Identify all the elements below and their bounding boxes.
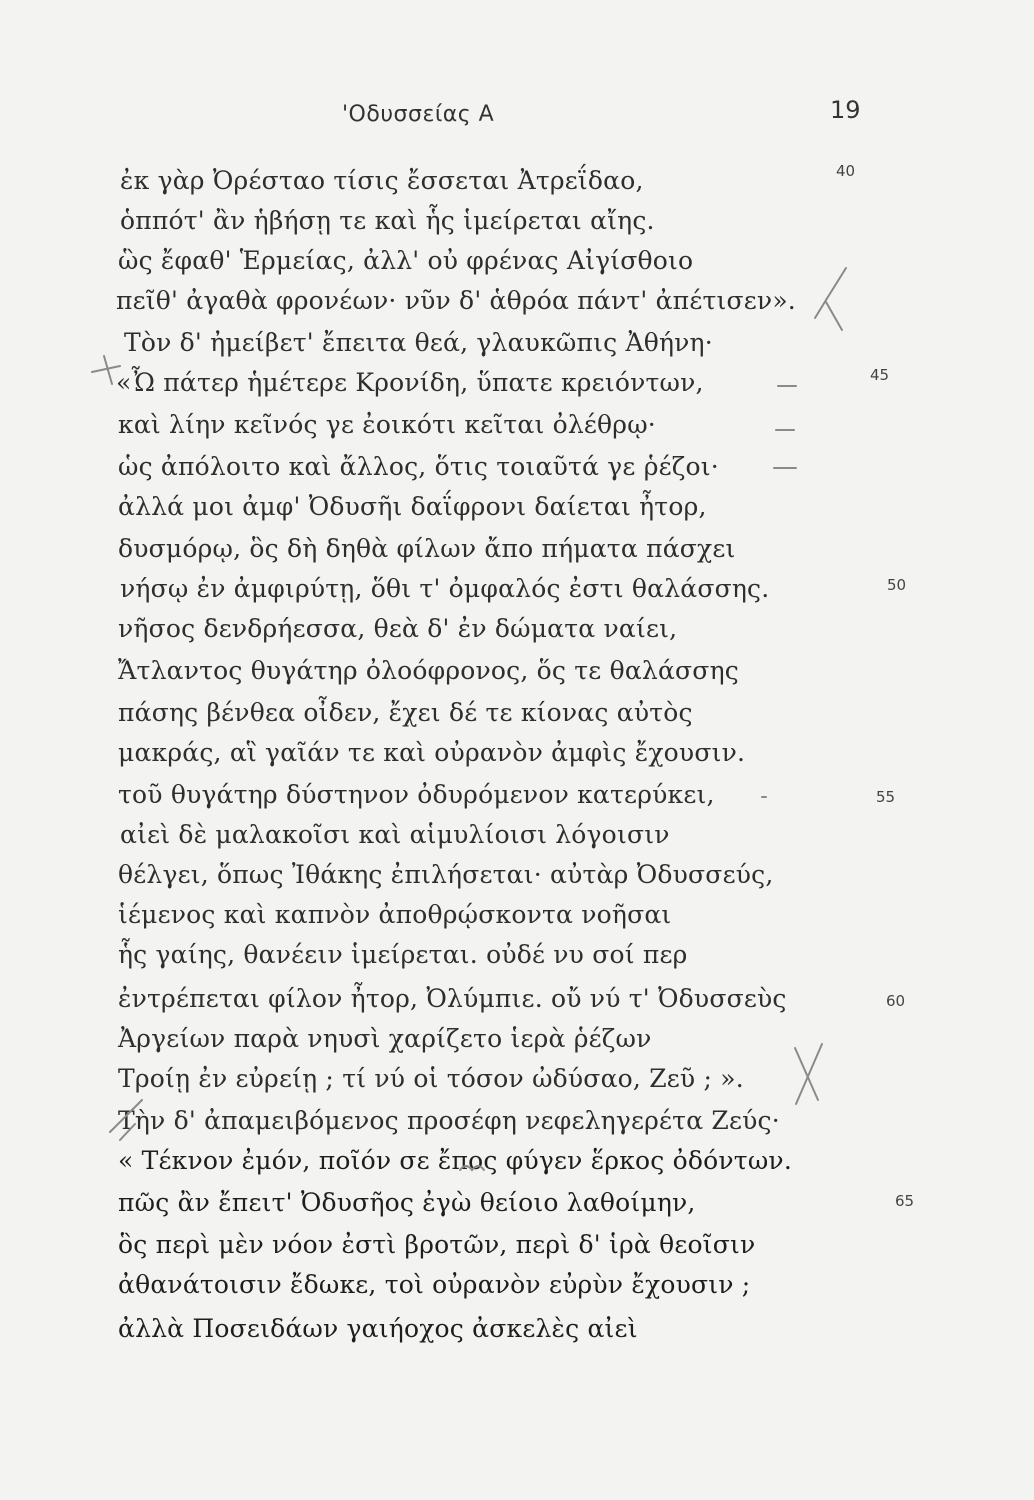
verse-text: πῶς ἂν ἔπειτ' Ὀδυσῆος ἐγὼ θείοιο λαθοίμην, — [118, 1188, 696, 1217]
verse-line — [0, 1314, 1034, 1354]
verse-text: ὁππότ' ἂν ἡβήσῃ τε καὶ ἧς ἱμείρεται αἴης. — [120, 206, 655, 235]
verse-text: Ἀργείων παρὰ νηυσὶ χαρίζετο ἱερὰ ῥέζων — [118, 1024, 652, 1053]
verse-line — [0, 492, 1034, 532]
verse-text: θέλγει, ὅπως Ἰθάκης ἐπιλήσεται· αὐτὰρ Ὀδυσσεύς, — [118, 860, 774, 889]
page-number: 19 — [830, 96, 861, 124]
verse-text: τοῦ θυγάτηρ δύστηνον ὀδυρόμενον κατερύκει, — [118, 780, 715, 809]
verse-text: ὡς ἀπόλοιτο καὶ ἄλλος, ὅτις τοιαῦτά γε ῥέζοι· — [118, 452, 719, 481]
verse-text: Τὸν δ' ἠμείβετ' ἔπειτα θεά, γλαυκῶπις Ἀθήνη· — [124, 328, 713, 357]
verse-text: ἐντρέπεται φίλον ἦτορ, Ὀλύμπιε. οὔ νύ τ' Ὀδυσσεὺς — [118, 984, 787, 1013]
line-number: 65 — [895, 1192, 915, 1210]
verse-line — [0, 1024, 1034, 1064]
verse-line — [0, 780, 1034, 820]
verse-line — [0, 452, 1034, 492]
verse-line — [0, 1146, 1034, 1186]
verse-text: νήσῳ ἐν ἀμφιρύτῃ, ὅθι τ' ὀμφαλός ἐστι θαλάσσης. — [120, 574, 770, 603]
verse-text: δυσμόρῳ, ὃς δὴ δηθὰ φίλων ἄπο πήματα πάσχει — [118, 534, 736, 563]
verse-text: Τροίῃ ἐν εὐρείῃ ; τί νύ οἱ τόσον ὠδύσαο, Ζεῦ ; ». — [118, 1064, 744, 1093]
verse-text: ὃς περὶ μὲν νόον ἐστὶ βροτῶν, περὶ δ' ἱρὰ θεοῖσιν — [118, 1230, 756, 1259]
verse-line — [0, 1188, 1034, 1228]
verse-text: Ἄτλαντος θυγάτηρ ὀλοόφρονος, ὅς τε θαλάσσης — [118, 656, 739, 685]
verse-text: ἀλλά μοι ἀμφ' Ὀδυσῆι δαΐφρονι δαίεται ἦτορ, — [118, 492, 707, 521]
verse-text: ἐκ γὰρ Ὀρέσταο τίσις ἔσσεται Ἀτρεΐδαο, — [120, 166, 644, 195]
verse-text: « Τέκνον ἐμόν, ποῖόν σε ἔπος φύγεν ἕρκος ὀδόντων. — [118, 1146, 792, 1175]
verse-text: ἧς γαίης, θανέειν ἱμείρεται. οὐδέ νυ σοί περ — [118, 940, 688, 969]
verse-line — [0, 900, 1034, 940]
verse-line — [0, 738, 1034, 778]
verse-line — [0, 1106, 1034, 1146]
verse-line — [0, 162, 1034, 206]
verse-line — [0, 328, 1034, 368]
verse-line — [0, 1230, 1034, 1270]
verse-text: νῆσος δενδρήεσσα, θεὰ δ' ἐν δώματα ναίει, — [118, 614, 678, 643]
line-number: 60 — [886, 992, 906, 1010]
verse-text: ἀθανάτοισιν ἔδωκε, τοὶ οὐρανὸν εὐρὺν ἔχουσιν ; — [118, 1270, 751, 1299]
verse-text: αἰεὶ δὲ μαλακοῖσι καὶ αἱμυλίοισι λόγοισιν — [120, 820, 670, 849]
page-header-title: 'Οδυσσείας Α — [342, 102, 495, 127]
line-number: 50 — [887, 576, 907, 594]
verse-line — [0, 574, 1034, 614]
verse-line — [0, 286, 1034, 326]
verse-line — [0, 410, 1034, 450]
verse-line — [0, 534, 1034, 574]
line-number: 45 — [870, 366, 890, 384]
verse-text: ἀλλὰ Ποσειδάων γαιήοχος ἀσκελὲς αἰεὶ — [118, 1314, 638, 1343]
verse-text: ἱέμενος καὶ καπνὸν ἀποθρῴσκοντα νοῆσαι — [118, 900, 672, 929]
verse-text: Τὴν δ' ἀπαμειβόμενος προσέφη νεφεληγερέτα Ζεύς· — [118, 1106, 780, 1135]
verse-line — [0, 206, 1034, 246]
verse-line — [0, 940, 1034, 980]
verse-line — [0, 984, 1034, 1024]
verse-line — [0, 1064, 1034, 1104]
verse-text: μακράς, αἳ γαῖάν τε καὶ οὐρανὸν ἀμφὶς ἔχουσιν. — [118, 738, 746, 767]
verse-line — [0, 698, 1034, 738]
verse-text: «Ὦ πάτερ ἡμέτερε Κρονίδη, ὕπατε κρειόντων, — [116, 368, 704, 397]
verse-text: καὶ λίην κεῖνός γε ἐοικότι κεῖται ὀλέθρῳ· — [118, 410, 656, 439]
verse-line — [0, 820, 1034, 860]
verse-line — [0, 656, 1034, 696]
line-number: 40 — [836, 162, 856, 180]
line-number: 55 — [876, 788, 896, 806]
verse-line — [0, 246, 1034, 286]
verse-line — [0, 368, 1034, 408]
verse-line — [0, 860, 1034, 900]
verse-line — [0, 1270, 1034, 1310]
verse-line — [0, 614, 1034, 654]
verse-text: πάσης βένθεα οἶδεν, ἔχει δέ τε κίονας αὐτὸς — [118, 698, 693, 727]
verse-text: ὣς ἔφαθ' Ἑρμείας, ἀλλ' οὐ φρένας Αἰγίσθοιο — [118, 246, 694, 275]
verse-text: πεῖθ' ἀγαθὰ φρονέων· νῦν δ' ἁθρόα πάντ' ἀπέτισεν». — [116, 286, 796, 315]
